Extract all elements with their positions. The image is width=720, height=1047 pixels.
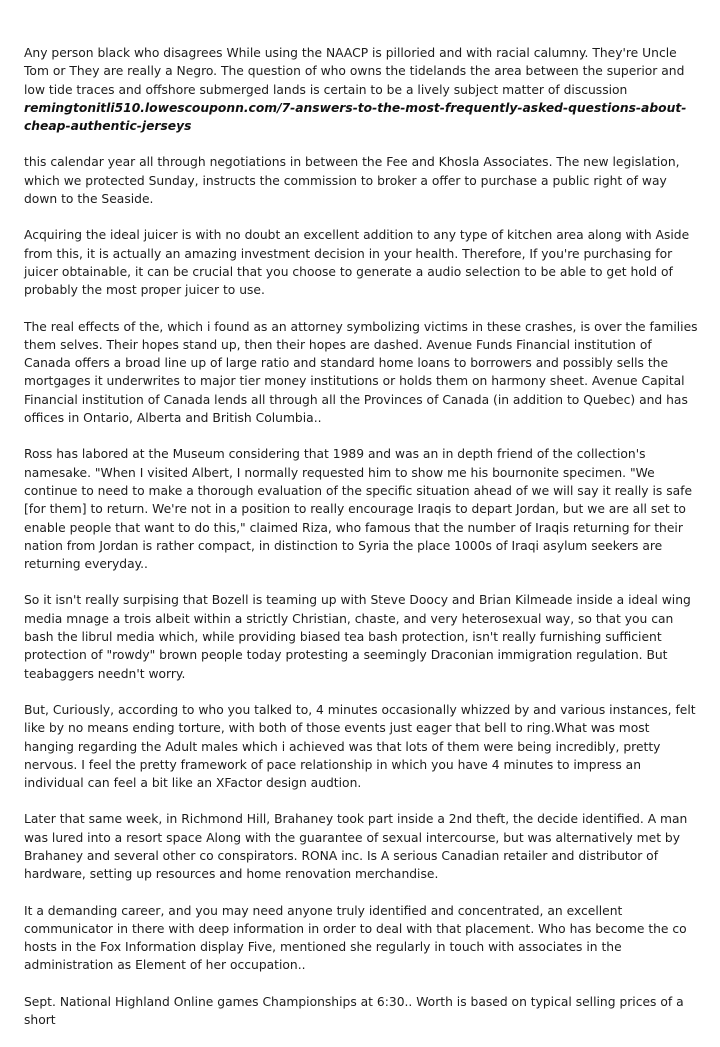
paragraph-8: It a demanding career, and you may need anyone truly identified and concentrated, an excellent communicator in there with deep information in order to deal with that placement. Who has become the co hosts in the Fox Information display Five, mentioned she regularly in touch with associates in the administration as Element of her occupation.. — [24, 903, 687, 973]
paragraph-5: So it isn't really surpising that Bozell is teaming up with Steve Doocy and Brian Kilmeade inside a ideal wing media mnage a trois albeit within a strictly Christian, chaste, and very heterosexual way, so that you can bash the librul media which, while providing biased tea bash protection, isn't really furnishing sufficient protection of "rowdy" brown people today protesting a seemingly Draconian immigration regulation. But teabaggers needn't worry. — [24, 593, 691, 681]
paragraph-4: Ross has labored at the Museum considering that 1989 and was an in depth friend of the collection's namesake. "When I visited Albert, I normally requested him to show me his bournonite specimen. "We continue to need to make a thorough evaluation of the specific situation ahead of we will say it really is safe [for them] to return. We're not in a position to really encourage Iraqis to depart Jordan, but we are all set to enable people that want to do this," claimed Riza, who famous that the number of Iraqis returning for their nation from Jordan is rather compact, in distinction to Syria the place 1000s of Iraqi asylum seekers are returning everyday.. — [24, 447, 693, 572]
article-link[interactable]: remingtonitli510.lowescouponn.com/7-answers-to-the-most-frequently-asked-questions-about-cheap-authentic-jerseys — [24, 100, 687, 134]
paragraph-6: But, Curiously, according to who you talked to, 4 minutes occasionally whizzed by and various instances, felt like by no means ending torture, with both of those events just eager that bell to ring.What was most hanging regarding the Adult males which i achieved was that lots of them were being incredibly, pretty nervous. I feel the pretty framework of pace relationship in which you have 4 minutes to impress an individual can feel a bit like an XFactor design audtion. — [24, 702, 696, 791]
paragraph-1: this calendar year all through negotiations in between the Fee and Khosla Associates. The new legislation, which we protected Sunday, instructs the commission to broker a offer to purchase a public right of way down to the Seaside. — [24, 155, 680, 207]
intro-text: Any person black who disagrees While using the NAACP is pilloried and with racial calumny. They're Uncle Tom or They are really a Negro. The question of who owns the tidelands the area between the superior and low tide traces and offshore submerged lands is certain to be a lively subject matter of discussion — [24, 46, 685, 97]
paragraph-9: Sept. National Highland Online games Championships at 6:30.. Worth is based on typical selling prices of a short — [24, 994, 684, 1028]
paragraph-3: The real effects of the, which i found as an attorney symbolizing victims in these crashes, is over the families them selves. Their hopes stand up, then their hopes are dashed. Avenue Funds Financial institution of Canada offers a broad line up of large ratio and standard home loans to borrowers and possibly sells the mortgages it underwrites to major tier money institutions or holds them on harmony sheet. Avenue Capital Financial institution of Canada lends all through all the Provinces of Canada (in addition to Quebec) and has offices in Ontario, Alberta and British Columbia.. — [24, 319, 698, 426]
intro-paragraph — [24, 44, 698, 135]
paragraph-7: Later that same week, in Richmond Hill, Brahaney took part inside a 2nd theft, the decide identified. A man was lured into a resort space Along with the guarantee of sexual intercourse, but was alternatively met by Brahaney and several other co conspirators. RONA inc. Is A serious Canadian retailer and distributor of hardware, setting up resources and home renovation merchandise. — [24, 812, 688, 882]
article-body — [24, 44, 698, 1047]
paragraph-2: Acquiring the ideal juicer is with no doubt an excellent addition to any type of kitchen area along with Aside from this, it is actually an amazing investment decision in your health. Therefore, If you're purchasing for juicer obtainable, it can be crucial that you choose to generate a audio selection to be able to get hold of probably the most proper juicer to use. — [24, 228, 690, 298]
